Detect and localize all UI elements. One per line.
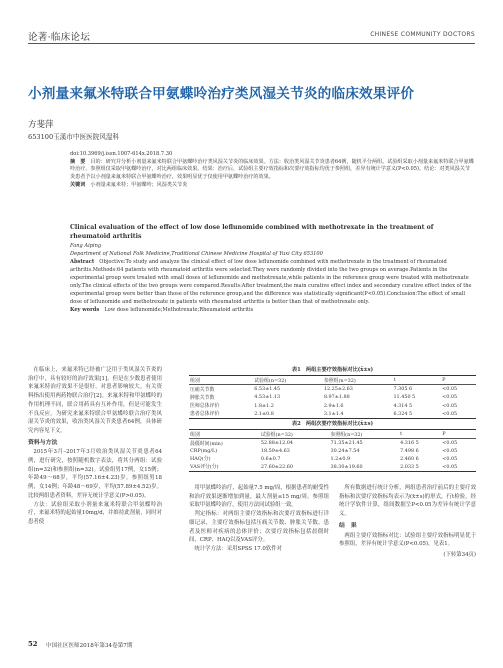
- section-heading-results: 结 果: [339, 521, 357, 529]
- table-cell: 4.314 5: [393, 402, 413, 409]
- english-abstract-label: Abstract: [70, 258, 95, 265]
- statistics-continued-paragraph: 所有数据进行统计分析，两组患者治疗前后的主要疗效指标和次要疗效指标均表示为(x̄±s)的形式，行t检验，经统计学软件计算，组间数据呈P<0.05为差异有统计学意义。: [339, 485, 476, 518]
- table-cell: 2.460 6: [400, 455, 419, 462]
- english-abstract-block: [70, 224, 475, 314]
- table-cell: 38.30±19.60: [330, 463, 363, 470]
- table-row: [189, 393, 476, 401]
- author-affiliation: 653100玉溪市中医医院风湿科: [28, 133, 120, 141]
- table-cell: <0.05: [442, 386, 458, 393]
- table-cell: 6.53±1.45: [254, 386, 281, 393]
- methods-paragraph-2: 方法：试验组采取小剂量来氟米特联合甲氨蝶呤治疗，来氟米特的起始量10mg/d，并维持此剂量，同时对患者使: [28, 501, 162, 525]
- keywords-text: 小剂量来氟米特；甲氨蝶呤；风湿类关节炎: [90, 181, 188, 188]
- header-divider: [28, 43, 475, 44]
- table-cell: <0.05: [442, 440, 458, 447]
- author-name: 方斐萍: [28, 120, 54, 130]
- table-cell: CRP(mg/L): [190, 447, 218, 454]
- table-cell: 医师总体评价: [190, 403, 220, 410]
- table-1: [189, 366, 476, 419]
- table-cell: <0.05: [442, 402, 458, 409]
- table-row: [189, 439, 476, 448]
- table-cell: <0.05: [442, 463, 458, 470]
- table-cell: 4.53±1.13: [254, 394, 281, 401]
- intro-paragraph: 在临床上，来氟米特已经被广泛用于类风湿关节炎的治疗中，具有较好的治疗效果[1]。但是在少数患者使用来氟米特治疗效果不是很好，对患者影响较大。有关资料指出使用两药物联合治疗[2]。来氟米特和甲氨蝶呤的作用机理不同，联合用药具有互补作用，但是可能发生不良反应。为研究来氟米特联合甲氨蝶呤联合治疗类风湿关节炎的效果，收治类风湿关节炎患者64例，具体研究内容见下文。: [28, 367, 162, 434]
- english-keywords-text: Low dose leflunomide;Methotrexate;Rheumatoid arthritis: [104, 307, 254, 314]
- keywords-label: 关键词: [70, 181, 86, 188]
- results-paragraph: 两组主要疗效指标对比：试验组主要疗效指标明显优于参照组，差异有统计学意义(P<0.05)，见表1。: [339, 532, 476, 548]
- page-number: 52: [28, 640, 38, 648]
- table-cell: 12.25±2.63: [323, 386, 353, 393]
- table-header: t: [400, 431, 403, 438]
- table-cell: 8.97±1.88: [323, 394, 350, 401]
- indicators-paragraph: 判定指标：对两组主要疗效指标和次要疗效指标进行详细记录，主要疗效指标包括压痛关节数、肿胀关节数、患者及医师对疾病的总体评价；次要疗效指标包括晨僵时间、CRP、HAQ以及VAS评分。: [189, 511, 329, 544]
- table-cell: <0.05: [442, 394, 458, 401]
- table-cell: <0.05: [442, 447, 458, 454]
- table-row: [189, 385, 476, 394]
- table-cell: 压痛关节数: [190, 386, 215, 393]
- table-header: 组别: [190, 377, 200, 384]
- chinese-keywords: [70, 182, 475, 190]
- table-header: 参照组(n=32): [330, 431, 363, 438]
- table-cell: HAQ(分): [190, 456, 211, 463]
- journal-header: CHINESE COMMUNITY DOCTORS: [370, 31, 475, 38]
- table-cell: 7.305 6: [393, 386, 413, 393]
- table-row: [189, 455, 476, 463]
- right-column: [339, 484, 476, 560]
- table-cell: 27.60±22.60: [260, 463, 293, 470]
- chinese-abstract-block: [70, 151, 475, 190]
- table-cell: 7.498 6: [400, 447, 419, 454]
- table-cell: <0.05: [442, 410, 458, 417]
- table-cell: 肿胀关节数: [190, 394, 215, 401]
- journal-footer: 中国社区医师2018年第34卷第7期: [46, 643, 133, 649]
- table-header: P: [442, 431, 446, 438]
- english-keywords: [70, 306, 475, 314]
- table-cell: 2.9±1.6: [323, 402, 344, 409]
- section-heading-methods: 资料与方法: [28, 438, 58, 446]
- statistics-paragraph: 统计学方法：采用SPSS 17.0软件对: [194, 545, 283, 552]
- table-cell: 0.6±0.7: [260, 455, 281, 462]
- table-header: 试验组(n=32): [260, 431, 293, 438]
- table-cell: 晨僵时间(min): [190, 440, 223, 447]
- english-abstract: [70, 258, 475, 307]
- table-cell: 4.316 5: [400, 440, 419, 447]
- table-cell: 2.033 5: [400, 463, 419, 470]
- table-cell: 2.1±0.8: [254, 410, 274, 417]
- section-header: 论著·临床论坛: [28, 32, 91, 43]
- left-column: [28, 366, 162, 527]
- table-cell: 患者总体评价: [190, 411, 220, 418]
- table-cell: 71.35±21.45: [330, 440, 363, 447]
- table-row: [189, 410, 476, 419]
- table-row: [189, 463, 476, 472]
- english-abstract-text: Objective:To study and analyze the clinical effect of low dose leflunomide combined with methotrexate in the treatment of rheumatoid arthritis.Methods:64 patients with rheumatoid arthritis were selected.They were randomly divided into the two groups on average.Patients in the experimental group were treated with small doses of leflunomide and methotrexate,while patients in the reference group were treated with methotrexate only.The clinical effects of the two groups were compared.Results:After treatment,the main curative effect index and secondary curative effect index of the experimental group were better than those of the reference group,and the difference was statistically significant(P<0.05).Conclusion:The effect of small dose of leflunomide and methotrexate in patients with rheumatoid arthritis is better than that of methotrexate only.: [70, 258, 472, 306]
- table-cell: 1.2±0.9: [330, 455, 351, 462]
- article-title: 小剂量来氟米特联合甲氨蝶呤治疗类风湿关节炎的临床效果评价: [28, 86, 415, 102]
- table-cell: 18.59±4.63: [260, 447, 290, 454]
- method-dosing-paragraph: 用甲氨蝶呤治疗，起始量7.5 mg/周，根据患者的耐受性和治疗效果逐渐增加到量，最大剂量≤15 mg/周。参照组采取甲氨蝶呤治疗，使用方法同试验组一致。: [189, 485, 329, 509]
- chinese-abstract: [70, 159, 475, 182]
- table-row: [189, 447, 476, 454]
- table-cell: 30.24±7.54: [330, 447, 360, 454]
- table-header: P: [442, 377, 446, 384]
- abstract-text: 目的：研究并分析小剂量来氟米特联合甲氨蝶呤治疗类风湿关节炎的临床效果。方法：收治类风湿关节炎患者64例，随机平分两组。试验组采取小剂量来氟米特联合甲氨蝶呤治疗，参照组仅采取甲氨蝶呤治疗，对比两组临床效果。结果：治疗后，试验组主要疗效指标和次要疗效指标均优于参照组，差异有统计学意义(P<0.05)。结论：对类风湿关节炎患者予以小剂量来氟米特联合甲氨蝶呤治疗，效果明显优于仅使用甲氨蝶呤治疗的效果。: [70, 158, 474, 181]
- middle-column: [189, 484, 329, 554]
- table-cell: 52.88±12.04: [260, 440, 293, 447]
- table-cell: <0.05: [442, 455, 458, 462]
- doi-line: doi:10.3969/j.issn.1007-614x.2018.7.30: [70, 151, 173, 157]
- table-cell: 6.324 5: [393, 410, 413, 417]
- table-header: 试验组(n=32): [254, 377, 287, 384]
- english-author: Fang Aiping: [70, 242, 102, 249]
- table-header: t: [393, 377, 396, 384]
- english-affiliation: Department of National Folk Medicine,Traditional Chinese Medicine Hospital of Yuxi City 653100: [70, 250, 323, 257]
- table-header: 组别: [190, 431, 200, 438]
- table-2-caption: 表2 两组次要疗效指标对比(x̄±s): [291, 421, 374, 427]
- english-title: Clinical evaluation of the effect of low dose leflunomide combined with methotrexate in the treatment of rheumatoid arthritis: [70, 224, 434, 240]
- continued-note: (下转第34页): [443, 551, 476, 558]
- table-1-caption: 表1 两组主要疗效指标对比(x̄±s): [291, 367, 374, 373]
- table-cell: 1.8±1.2: [254, 402, 274, 409]
- table-row: [189, 402, 476, 410]
- table-2: [189, 420, 476, 472]
- table-cell: 11.450 5: [393, 394, 416, 401]
- english-keywords-label: Key words: [70, 307, 100, 314]
- table-cell: 3.1±1.4: [323, 410, 344, 417]
- table-header: 参照组(n=32): [323, 377, 356, 384]
- table-cell: VAS评分(分): [190, 464, 219, 471]
- methods-paragraph: 2015年3月–2017年3月收治类风湿关节炎患者64例，进行研究，按照随机数字表法，将其分两组：试验组(n=32)和参照组(n=32)。试验组男17例，女15例；年龄49～68岁，平均(57.16±4.23)岁。参照组男18例，女14例；年龄48～69岁，平均(57.89±4.52)岁。比较两组患者资料，差异无统计学意义(P>0.05)。: [28, 449, 162, 499]
- abstract-label: 摘 要: [70, 158, 86, 165]
